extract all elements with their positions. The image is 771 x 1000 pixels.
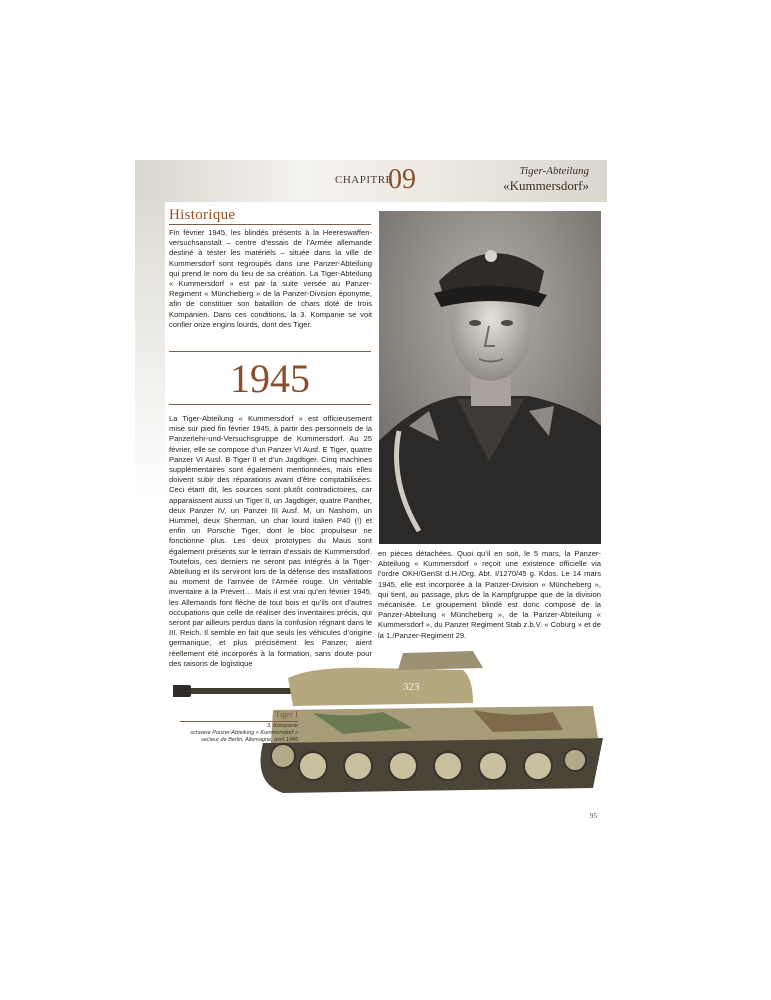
chapter-number: 09 [388, 164, 416, 195]
chapter-title [503, 166, 589, 192]
illustration-caption [180, 709, 298, 744]
caption-title: Tiger I [274, 709, 298, 719]
chapter-title-line1: Tiger-Abteilung [519, 165, 589, 177]
body-right-column [378, 549, 601, 641]
chapter-title-line2: «Kummersdorf» [503, 178, 589, 193]
page-number: 95 [590, 812, 597, 820]
year-rule-top [169, 351, 371, 352]
body-left-text: La Tiger-Abteilung « Kummersdorf » est officieusement mise sur pied fin février 1945, à partir des personnels de la Panzerlehr-und-Versuchsgruppe de Kummersdorf. Au 25 février, elle se compose d’un Panzer VI Ausf. E Tiger, quatre Panzer VI Ausf. B Tiger II et d’un Jagdtiger. Cinq machines supplémentaires sont également mentionnées, mais elles doivent subir des réparations avant d’être comptabilisées. Ceci étant dit, les sources sont plutôt contradictoires, car apparaissent aussi un Tiger II, un Jagdtiger, quatre Panther, deux Panzer IV, un Panzer III Ausf. M, un Nashorn, un Hummel, deux Sherman, un char lourd italien P40 (!) et enfin un Porsche Tiger, dont le bloc propulseur ne fonctionne plus. Les deux prototypes du Maus sont également présents sur le terrain d’essais de Kummersdorf. Toutefois, ces derniers ne seront pas intégrés à la Tiger-Abteilung et ils serviront lors de la défense des installations au moment de l’arrivée de l’Armée rouge. Un véritable inventaire à la Prévert… Mais il est vrai qu’en février 1945, les Allemands font flèche de tout bois et qu’ils ont d’autres occupations que celle de réaliser des inventaires précis, qui seront par ailleurs perdus dans la confusion régnant dans le III. Reich. Il semble en fait que seuls les véhicules d’origine germanique, et plus précisément les Panzer, aient réellement été incorporés à la formation, sans doute pour des raisons de logistique [169, 414, 372, 668]
book-page [135, 160, 607, 838]
body-left-column [169, 414, 372, 669]
chapter-label: CHAPITRE [335, 174, 393, 186]
body-right-text: en pièces détachées. Quoi qu’il en soit, le 5 mars, la Panzer-Abteilung « Kummersdorf » reçoit une existence officielle via l’ordre OKH/GenSt d.H./Org. Abt. I/1270/45 g. Kdos. Le 14 mars 1945, elle est incorporée à la Panzer-Division « Müncheberg », qui tient, au passage, plus de la Kampfgruppe que de la division mécanisée. Le groupement blindé est donc composé de la Panzer-Abteilung « Müncheberg », de la Panzer-Abteilung « Kummersdorf », du Panzer Regiment Stab z.b.V. « Coburg » et de la 1./Panzer-Regiment 29. [378, 549, 601, 640]
caption-line: 3. Kompanie [267, 723, 298, 729]
year-heading: 1945 [230, 356, 310, 401]
section-title-rule [169, 224, 371, 225]
section-title: Historique [169, 207, 236, 223]
caption-line: secteur de Berlin, Allemagne, avril 1945 [200, 737, 298, 743]
caption-rule [180, 721, 298, 722]
portrait-image [379, 211, 601, 544]
portrait-photo [379, 211, 601, 544]
caption-line: schwere Panzer-Abteilung « Kummersdorf » [190, 730, 298, 736]
year-rule-bottom [169, 404, 371, 405]
left-margin-texture [135, 200, 165, 500]
intro-paragraph [169, 228, 372, 330]
turret-number: 323 [403, 681, 420, 693]
intro-text: Fin février 1945, les blindés présents à la Heereswaffen-versuchsanstalt – centre d’essais de l’Armée allemande destiné à tester les matériels – située dans la ville de Kummersdorf sont regroupés dans une Panzer-Abteilung qui prend le nom du lieu de sa création. La Tiger-Abteilung « Kummersdorf » est par la suite versée au Panzer-Regiment « Müncheberg » de la Panzer-Division éponyme, afin de constituer son bataillon de chars doté de trois Kompanien. Dans ces conditions, la 3. Kompanie se voit confier onze engins lourds, dont des Tiger. [169, 228, 372, 329]
